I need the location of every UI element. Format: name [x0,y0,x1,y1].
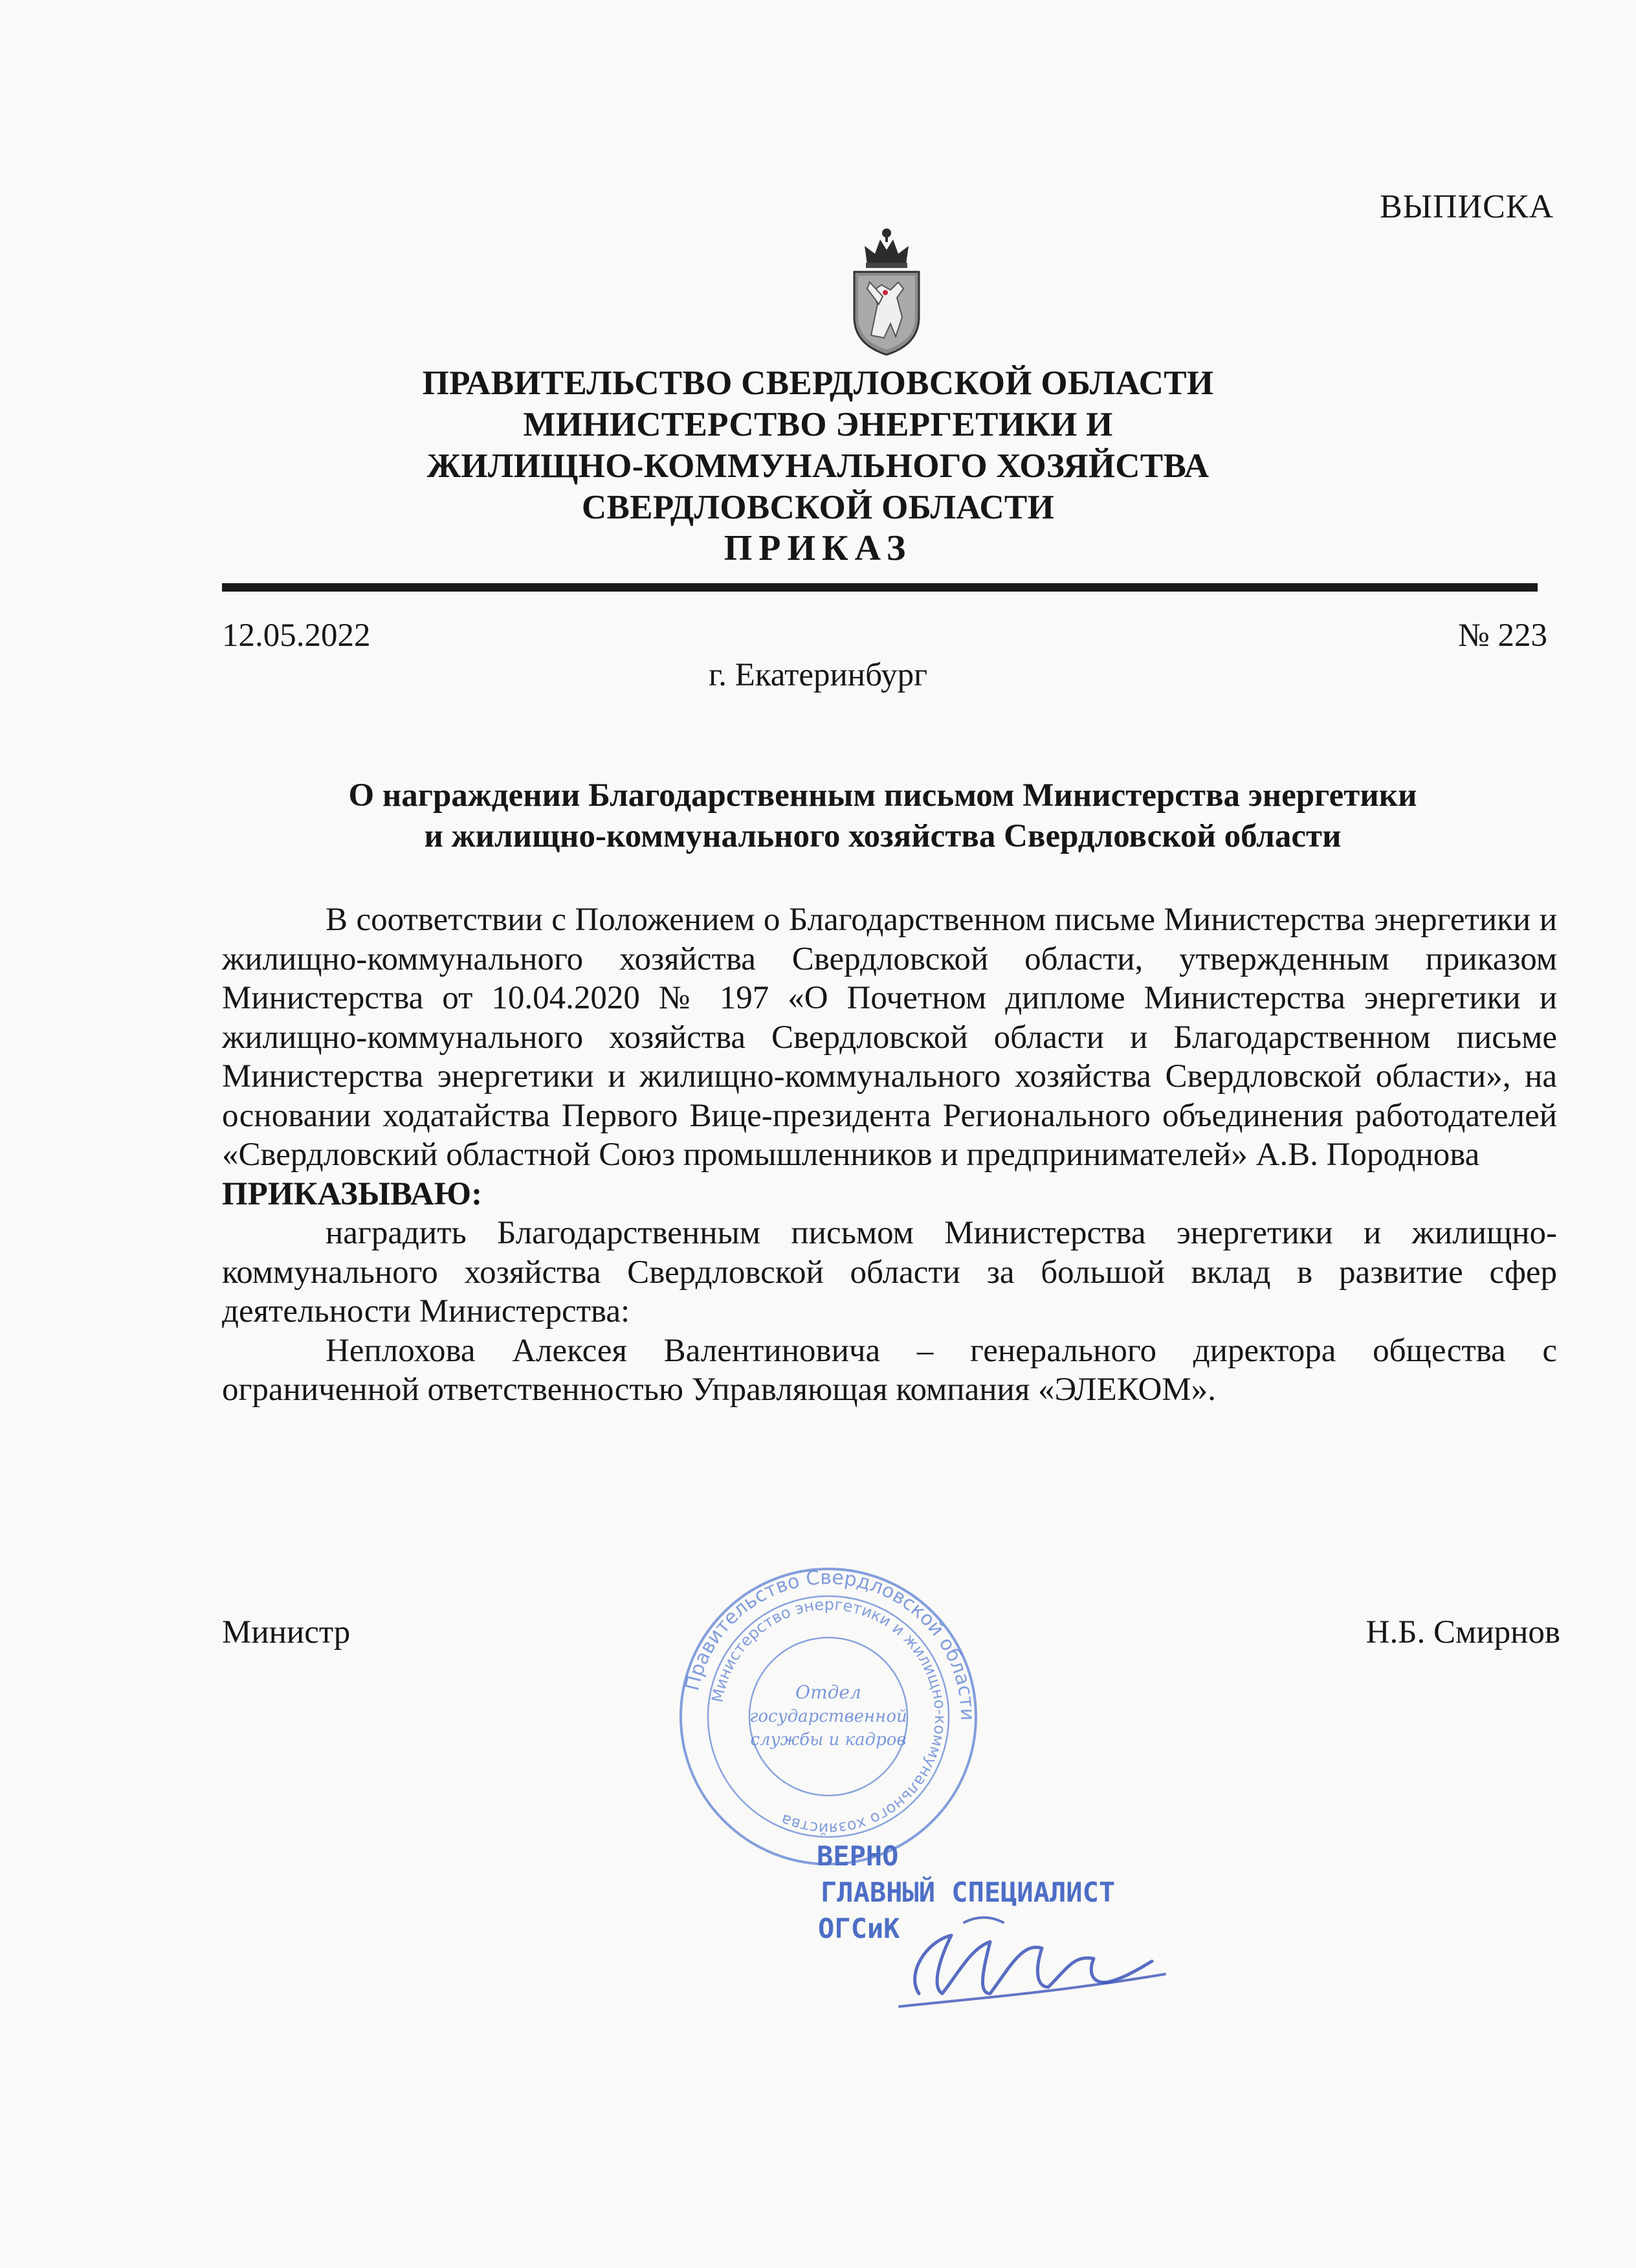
document-type: ПРИКАЗ [724,528,912,568]
document-date: 12.05.2022 [222,617,371,654]
stamp-inner-text: Министерство энергетики и жилищно-коммунального хозяйства [708,1595,950,1838]
document-body [222,900,1557,1410]
header-line-1: ПРАВИТЕЛЬСТВО СВЕРДЛОВСКОЙ ОБЛАСТИ [422,364,1214,402]
stamp-center-line-3: службы и кадров [750,1730,907,1750]
signatory-name: Н.Б. Смирнов [1365,1614,1560,1651]
subject-line-1: О награждении Благодарственным письмом Министерства энергетики [348,777,1417,814]
stamp-outer-text: Правительство Свердловской области [681,1566,979,1721]
extract-label: ВЫПИСКА [1379,188,1554,225]
subject-line-2: и жилищно-коммунального хозяйства Свердловской области [424,818,1342,854]
header-line-2: МИНИСТЕРСТВО ЭНЕРГЕТИКИ И [523,406,1113,443]
award-paragraph: наградить Благодарственным письмом Министерства энергетики и жилищно-коммунального хозяйства Свердловской области за большой вклад в развитие сфер деятельности Министерства: [222,1215,1557,1329]
cert-line-3: ОГСиК [818,1913,900,1944]
signatory-title: Министр [222,1614,351,1651]
handwritten-signature [880,1896,1184,2019]
official-stamp [673,1561,984,1872]
document-number: № 223 [1458,617,1547,654]
order-word: ПРИКАЗЫВАЮ: [222,1175,483,1212]
issuer-header [0,362,1636,571]
header-divider [222,583,1538,592]
preamble-paragraph: В соответствии с Положением о Благодарственном письме Министерства энергетики и жилищно-коммунального хозяйства Свердловской области, утвержденным приказом Министерства от 10.04.2020 № 197 «О Почетном дипломе Министерства энергетики и жилищно-коммунального хозяйства Свердловской области и Благодарственном письме Министерства энергетики и жилищно-коммунального хозяйства Свердловской области», на основании ходатайства Первого Вице-президента Регионального объединения работодателей «Свердловский областной Союз промышленников и предпринимателей» А.В. Породнова [222,902,1557,1173]
header-line-3: ЖИЛИЩНО-КОММУНАЛЬНОГО ХОЗЯЙСТВА [426,447,1210,485]
header-line-4: СВЕРДЛОВСКОЙ ОБЛАСТИ [581,489,1055,526]
coat-of-arms-icon [845,227,928,356]
cert-line-2: ГЛАВНЫЙ СПЕЦИАЛИСТ [821,1876,1116,1908]
stamp-center-line-2: государственной [749,1707,907,1726]
document-subject [220,775,1545,857]
awardee-paragraph: Неплохова Алексея Валентиновича – генерального директора общества с ограниченной ответственностью Управляющая компания «ЭЛЕКОМ». [222,1332,1557,1408]
document-city: г. Екатеринбург [708,657,928,693]
stamp-center-line-1: Отдел [795,1682,861,1703]
cert-line-1: ВЕРНО [817,1840,899,1872]
